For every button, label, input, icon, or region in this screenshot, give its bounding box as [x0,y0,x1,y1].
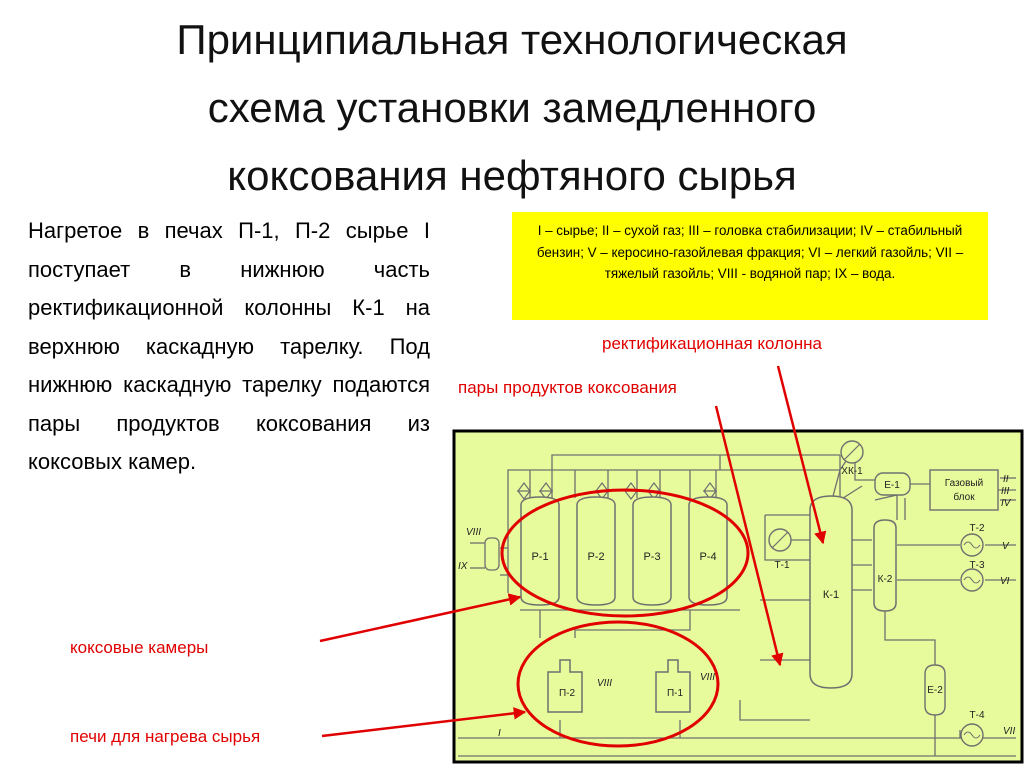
stream-label-feed: I [498,728,501,739]
callout-column: ректификационная колонна [602,334,822,353]
stream-label-gas: II [1003,474,1009,485]
furnace-label-p2: П-2 [558,688,576,699]
gas-block-label-2: блок [953,492,975,503]
stream-label-head: III [1001,486,1010,497]
reactor-label-r4: Р-4 [699,551,717,563]
stream-label-kerosene: V [1002,541,1009,552]
water-vessel [485,538,499,570]
gas-block-label-1: Газовый [944,478,984,489]
stream-label-light-gasoil: VI [1000,576,1010,587]
exchanger-label-t2: Т-2 [969,523,985,534]
stripper-label: К-2 [877,574,893,585]
title-line-1: Принципиальная технологическая [176,16,848,63]
separator2-label: Е-2 [927,685,943,696]
condenser-label: ХК-1 [841,466,863,477]
stream-legend: I – сырье; II – сухой газ; III – головка стабилизации; IV – стабильный бензин; V – керосино-газойлевая фракция; VI – легкий газойль; VII – тяжелый газойль; VIII - водяной пар; IX – вода. [512,212,988,320]
stripper-k2 [874,520,896,611]
separator-label: Е-1 [884,480,900,491]
callout-furnaces: печи для нагрева сырья [70,727,261,746]
stream-label-heavy-gasoil: VII [1003,726,1016,737]
callout-vapors: пары продуктов коксования [458,378,677,397]
reactor-label-r3: Р-3 [643,551,661,563]
stream-label-steam-p2: VIII [597,678,613,689]
description-text: Нагретое в печах П-1, П-2 сырье I поступает в нижнюю часть ректификационной колонны К-1 на верхнюю каскадную тарелку. Под нижнюю каскадную тарелку подаются пары продуктов коксования из коксовых камер. [28,218,430,474]
furnace-label-p1: П-1 [666,688,684,699]
stream-label-gasoline: IV [1001,498,1011,509]
stream-label-steam-p1: VIII [700,672,716,683]
title-line-2: схема установки замедленного [207,84,817,131]
callout-chambers: коксовые камеры [70,638,209,657]
reactor-label-r1: Р-1 [531,551,549,563]
stream-label-steam-left: VIII [466,527,482,538]
title-line-3: коксования нефтяного сырья [227,152,797,199]
reactor-label-r2: Р-2 [587,551,605,563]
cooler-label: Т-1 [774,560,790,571]
gas-block [930,470,998,510]
stream-label-water: IX [458,561,468,572]
column-label: К-1 [822,589,840,601]
exchanger-label-t3: Т-3 [969,560,985,571]
exchanger-label-t4: Т-4 [969,710,985,721]
